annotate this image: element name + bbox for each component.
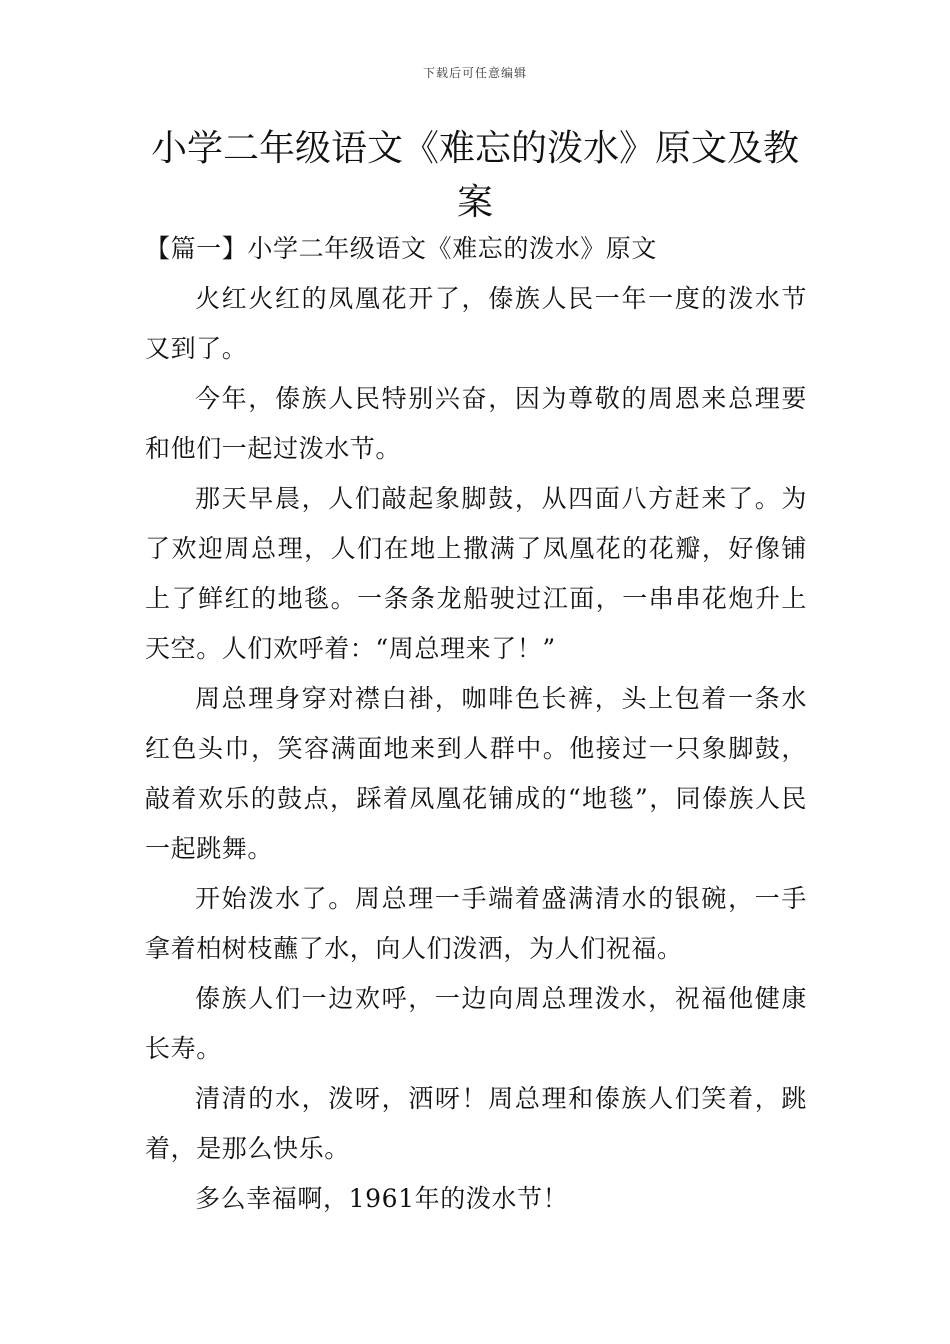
- document-body: [145, 224, 807, 1224]
- header-note: 下载后可任意编辑: [422, 66, 527, 80]
- paragraph-4: 周总理身穿对襟白褂，咖啡色长裤，头上包着一条水红色头巾，笑容满面地来到人群中。他接过一只象脚鼓，敲着欢乐的鼓点，踩着凤凰花铺成的“地毯”，同傣族人民一起跳舞。: [145, 684, 807, 863]
- paragraph-8: 多么幸福啊，1961年的泼水节！: [195, 1184, 569, 1213]
- paragraph-2: 今年，傣族人民特别兴奋，因为尊敬的周恩来总理要和他们一起过泼水节。: [145, 384, 807, 463]
- section-heading: 【篇一】小学二年级语文《难忘的泼水》原文: [145, 234, 658, 263]
- paragraph-6: 傣族人们一边欢呼，一边向周总理泼水，祝福他健康长寿。: [145, 984, 807, 1063]
- paragraph-5: 开始泼水了。周总理一手端着盛满清水的银碗，一手拿着柏树枝蘸了水，向人们泼洒，为人们祝福。: [145, 884, 807, 963]
- document-title: 小学二年级语文《难忘的泼水》原文及教案: [150, 128, 799, 223]
- paragraph-3: 那天早晨，人们敲起象脚鼓，从四面八方赶来了。为了欢迎周总理，人们在地上撒满了凤凰花的花瓣，好像铺上了鲜红的地毯。一条条龙船驶过江面，一串串花炮升上天空。人们欢呼着：“周总理来了！”: [145, 484, 807, 663]
- paragraph-7: 清清的水，泼呀，洒呀！周总理和傣族人们笑着，跳着，是那么快乐。: [145, 1084, 807, 1163]
- paragraph-1: 火红火红的凤凰花开了，傣族人民一年一度的泼水节又到了。: [145, 284, 807, 363]
